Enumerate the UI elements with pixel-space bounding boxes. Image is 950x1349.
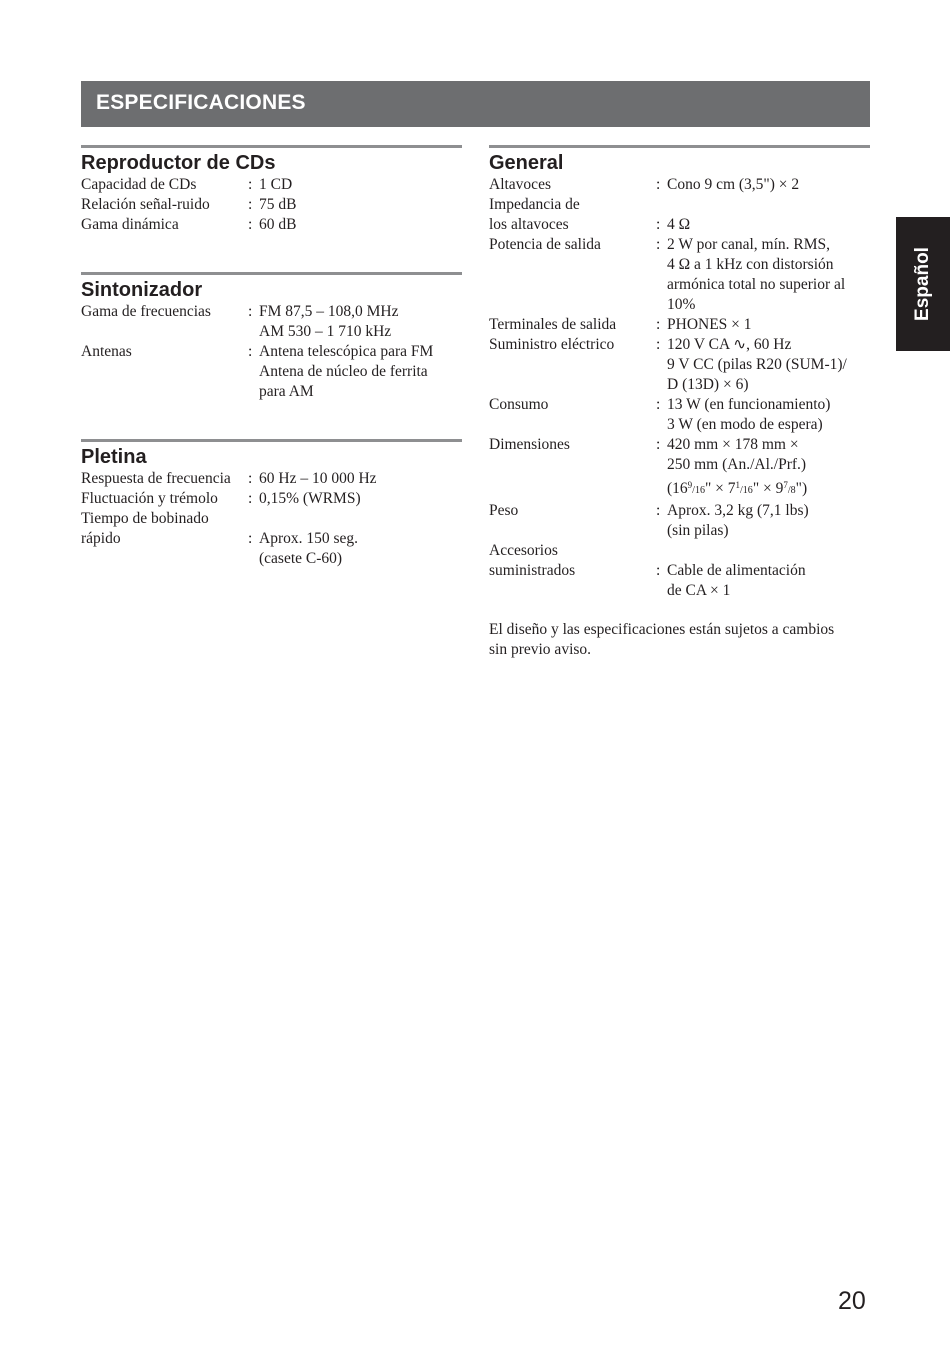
- spec-value: 4 Ω a 1 kHz con distorsión: [667, 256, 834, 273]
- spec-value: armónica total no superior al: [667, 276, 846, 293]
- spec-label: Consumo: [489, 396, 549, 413]
- spec-label: Relación señal-ruido: [81, 196, 210, 213]
- spec-row: Peso : Aprox. 3,2 kg (7,1 lbs) (sin pilas): [489, 501, 870, 541]
- spec-value: 10%: [667, 296, 696, 313]
- spec-value: 75 dB: [259, 196, 297, 213]
- spec-label: Terminales de salida: [489, 316, 617, 333]
- spec-label: Peso: [489, 502, 519, 519]
- spec-label: Dimensiones: [489, 436, 570, 453]
- spec-label: Respuesta de frecuencia: [81, 470, 231, 487]
- page-title: ESPECIFICACIONES: [96, 91, 306, 114]
- spec-label: rápido: [81, 530, 121, 547]
- spec-label: Gama dinámica: [81, 216, 179, 233]
- spec-label: los altavoces: [489, 216, 569, 233]
- title-bar: [81, 81, 870, 127]
- spec-label: Accesorios: [489, 542, 558, 559]
- spec-value: para AM: [259, 383, 314, 400]
- spec-label: Suministro eléctrico: [489, 336, 615, 353]
- spec-row: Gama dinámica : 60 dB: [81, 215, 462, 235]
- spec-label: Capacidad de CDs: [81, 176, 197, 193]
- disclaimer-note: [489, 620, 874, 660]
- spec-value: 13 W (en funcionamiento): [667, 396, 831, 413]
- spec-value: D (13D) × 6): [667, 376, 749, 393]
- spec-value: 60 dB: [259, 216, 297, 233]
- spec-value: AM 530 – 1 710 kHz: [259, 323, 392, 340]
- note-line: El diseño y las especificaciones están sujetos a cambios: [489, 621, 835, 638]
- spec-value: Cono 9 cm (3,5") × 2: [667, 176, 800, 193]
- spec-value: 420 mm × 178 mm ×: [667, 436, 799, 453]
- spec-label: Fluctuación y trémolo: [81, 490, 218, 507]
- spec-label: suministrados: [489, 562, 576, 579]
- spec-value-inches: ($16^9/16$" × $7^1/16$" × $9^7/8$"): [667, 480, 808, 497]
- spec-value: 60 Hz – 10 000 Hz: [259, 470, 377, 487]
- spec-value: 0,15% (WRMS): [259, 490, 361, 507]
- spec-value: Aprox. 150 seg.: [259, 530, 359, 547]
- spec-row: Dimensiones : 420 mm × 178 mm × 250 mm (An./Al./Prf.) ($16^9/16$" × $7^1/16$" × $9^7/8$"): [489, 435, 870, 501]
- language-tab: [896, 217, 950, 351]
- spec-row: Altavoces : Cono 9 cm (3,5") × 2: [489, 175, 870, 195]
- spec-row: Capacidad de CDs : 1 CD: [81, 175, 462, 195]
- spec-row: suministrados : Cable de alimentación de CA × 1: [489, 561, 870, 601]
- spec-value: Antena de núcleo de ferrita: [259, 363, 428, 380]
- spec-row: Respuesta de frecuencia : 60 Hz – 10 000 Hz: [81, 469, 462, 489]
- spec-row: Gama de frecuencias : FM 87,5 – 108,0 MHz AM 530 – 1 710 kHz: [81, 302, 462, 342]
- section-title-general: General: [489, 152, 564, 174]
- spec-value: 4 Ω: [667, 216, 691, 233]
- spec-row: los altavoces : 4 Ω: [489, 215, 870, 235]
- section-title-deck: Pletina: [81, 446, 147, 468]
- spec-value: FM 87,5 – 108,0 MHz: [259, 303, 399, 320]
- spec-value: (casete C-60): [259, 550, 343, 567]
- spec-row: Terminales de salida : PHONES × 1: [489, 315, 870, 335]
- spec-label: Tiempo de bobinado: [81, 510, 209, 527]
- spec-value: 3 W (en modo de espera): [667, 416, 823, 433]
- spec-row: Suministro eléctrico : 120 V CA ∿, 60 Hz 9 V CC (pilas R20 (SUM-1)/ D (13D) × 6): [489, 335, 870, 395]
- note-line: sin previo aviso.: [489, 641, 592, 658]
- spec-value: de CA × 1: [667, 582, 731, 599]
- page-number: 20: [838, 1287, 866, 1315]
- spec-row: Potencia de salida : 2 W por canal, mín. RMS, 4 Ω a 1 kHz con distorsión armónica total no superior al 10%: [489, 235, 870, 315]
- spec-value: 1 CD: [259, 176, 293, 193]
- section-title-tuner: Sintonizador: [81, 279, 203, 301]
- spec-value: Aprox. 3,2 kg (7,1 lbs): [667, 502, 809, 519]
- spec-label: Gama de frecuencias: [81, 303, 211, 320]
- spec-value: 2 W por canal, mín. RMS,: [667, 236, 831, 253]
- section-deck: [81, 439, 462, 569]
- spec-row: rápido : Aprox. 150 seg. (casete C-60): [81, 529, 462, 569]
- section-title-cd: Reproductor de CDs: [81, 152, 276, 174]
- section-cd-player: [81, 145, 462, 235]
- spec-label: Potencia de salida: [489, 236, 601, 253]
- spec-value: PHONES × 1: [667, 316, 752, 333]
- spec-value: 9 V CC (pilas R20 (SUM-1)/: [667, 356, 847, 373]
- spec-label: Impedancia de: [489, 196, 580, 213]
- spec-value: (sin pilas): [667, 522, 729, 539]
- spec-row: Fluctuación y trémolo : 0,15% (WRMS): [81, 489, 462, 509]
- spec-row: Consumo : 13 W (en funcionamiento) 3 W (en modo de espera): [489, 395, 870, 435]
- section-tuner: [81, 272, 462, 402]
- section-general: [489, 145, 870, 601]
- spec-row: Relación señal-ruido : 75 dB: [81, 195, 462, 215]
- language-tab-label: Español: [912, 247, 933, 321]
- spec-label: Antenas: [81, 343, 132, 360]
- spec-value: 120 V CA ∿, 60 Hz: [667, 336, 792, 353]
- spec-label: Altavoces: [489, 176, 551, 193]
- spec-value: Antena telescópica para FM: [259, 343, 434, 360]
- spec-value: Cable de alimentación: [667, 562, 806, 579]
- spec-value: 250 mm (An./Al./Prf.): [667, 456, 807, 473]
- spec-row: Antenas : Antena telescópica para FM Antena de núcleo de ferrita para AM: [81, 342, 462, 402]
